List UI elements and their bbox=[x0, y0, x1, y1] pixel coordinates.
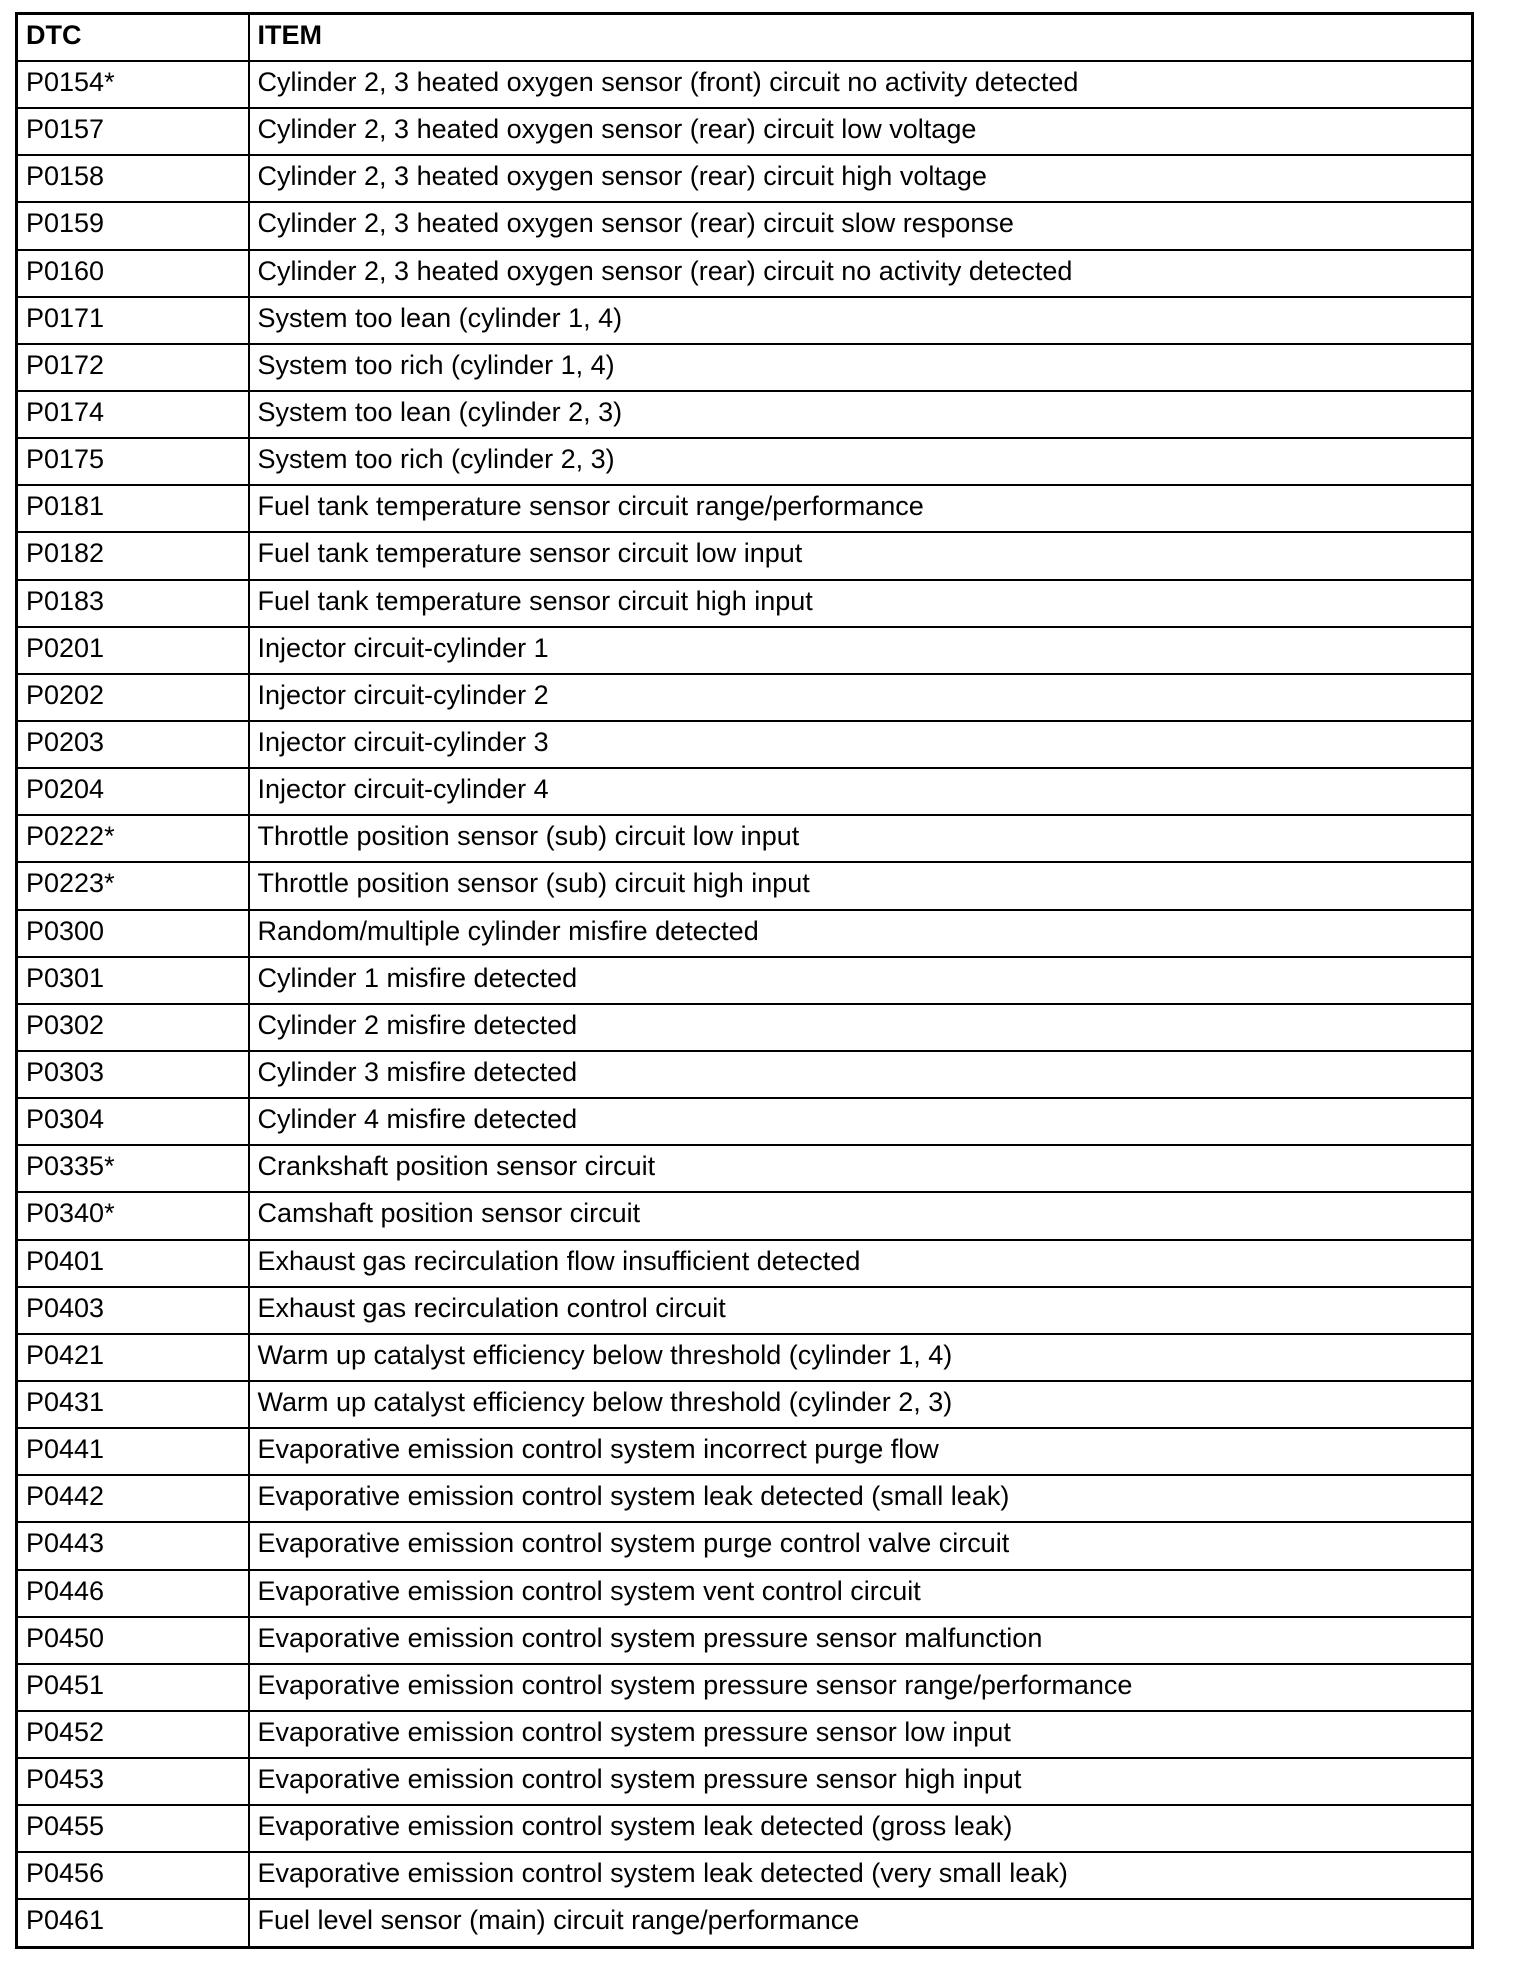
item-description-cell: Fuel tank temperature sensor circuit range/performance bbox=[249, 485, 1473, 532]
dtc-code-cell: P0158 bbox=[17, 155, 249, 202]
table-row bbox=[17, 438, 1473, 485]
dtc-code-cell: P0453 bbox=[17, 1758, 249, 1805]
dtc-table bbox=[15, 12, 1474, 1949]
table-row bbox=[17, 1758, 1473, 1805]
item-description-cell: Warm up catalyst efficiency below threshold (cylinder 2, 3) bbox=[249, 1381, 1473, 1428]
table-row bbox=[17, 674, 1473, 721]
table-row bbox=[17, 1145, 1473, 1192]
table-row bbox=[17, 391, 1473, 438]
item-description-cell: Evaporative emission control system pressure sensor malfunction bbox=[249, 1617, 1473, 1664]
table-row bbox=[17, 815, 1473, 862]
item-description-cell: Injector circuit-cylinder 2 bbox=[249, 674, 1473, 721]
dtc-code-cell: P0302 bbox=[17, 1004, 249, 1051]
item-description-cell: Cylinder 2, 3 heated oxygen sensor (rear) circuit no activity detected bbox=[249, 250, 1473, 297]
table-row bbox=[17, 1664, 1473, 1711]
dtc-code-cell: P0222* bbox=[17, 815, 249, 862]
item-description-cell: Fuel tank temperature sensor circuit low input bbox=[249, 532, 1473, 579]
table-row bbox=[17, 627, 1473, 674]
item-description-cell: Evaporative emission control system purge control valve circuit bbox=[249, 1522, 1473, 1569]
dtc-code-cell: P0300 bbox=[17, 910, 249, 957]
table-row bbox=[17, 768, 1473, 815]
table-row bbox=[17, 155, 1473, 202]
item-description-cell: Fuel tank temperature sensor circuit high input bbox=[249, 580, 1473, 627]
dtc-code-cell: P0451 bbox=[17, 1664, 249, 1711]
dtc-code-cell: P0401 bbox=[17, 1240, 249, 1287]
dtc-code-cell: P0204 bbox=[17, 768, 249, 815]
item-description-cell: Injector circuit-cylinder 3 bbox=[249, 721, 1473, 768]
dtc-code-cell: P0159 bbox=[17, 202, 249, 249]
dtc-code-cell: P0335* bbox=[17, 1145, 249, 1192]
table-row bbox=[17, 910, 1473, 957]
dtc-code-cell: P0201 bbox=[17, 627, 249, 674]
item-description-cell: System too rich (cylinder 2, 3) bbox=[249, 438, 1473, 485]
table-row bbox=[17, 297, 1473, 344]
table-row bbox=[17, 1428, 1473, 1475]
table-row bbox=[17, 1852, 1473, 1899]
dtc-code-cell: P0174 bbox=[17, 391, 249, 438]
dtc-code-cell: P0157 bbox=[17, 108, 249, 155]
item-description-cell: Crankshaft position sensor circuit bbox=[249, 1145, 1473, 1192]
item-description-cell: Evaporative emission control system vent control circuit bbox=[249, 1570, 1473, 1617]
dtc-code-cell: P0446 bbox=[17, 1570, 249, 1617]
header-dtc: DTC bbox=[17, 14, 249, 62]
item-description-cell: Evaporative emission control system pressure sensor high input bbox=[249, 1758, 1473, 1805]
header-row bbox=[17, 14, 1473, 62]
table-row bbox=[17, 485, 1473, 532]
item-description-cell: Throttle position sensor (sub) circuit low input bbox=[249, 815, 1473, 862]
item-description-cell: Evaporative emission control system pressure sensor low input bbox=[249, 1711, 1473, 1758]
table-row bbox=[17, 957, 1473, 1004]
item-description-cell: Random/multiple cylinder misfire detected bbox=[249, 910, 1473, 957]
table-row bbox=[17, 1240, 1473, 1287]
item-description-cell: Evaporative emission control system pressure sensor range/performance bbox=[249, 1664, 1473, 1711]
table-row bbox=[17, 862, 1473, 909]
item-description-cell: Evaporative emission control system incorrect purge flow bbox=[249, 1428, 1473, 1475]
dtc-code-cell: P0223* bbox=[17, 862, 249, 909]
table-row bbox=[17, 1711, 1473, 1758]
item-description-cell: Exhaust gas recirculation flow insufficient detected bbox=[249, 1240, 1473, 1287]
table-row bbox=[17, 1522, 1473, 1569]
table-row bbox=[17, 1617, 1473, 1664]
item-description-cell: Cylinder 4 misfire detected bbox=[249, 1098, 1473, 1145]
item-description-cell: Camshaft position sensor circuit bbox=[249, 1192, 1473, 1239]
dtc-code-cell: P0301 bbox=[17, 957, 249, 1004]
table-row bbox=[17, 1475, 1473, 1522]
dtc-code-cell: P0421 bbox=[17, 1334, 249, 1381]
header-item: ITEM bbox=[249, 14, 1473, 62]
dtc-code-cell: P0202 bbox=[17, 674, 249, 721]
table-row bbox=[17, 1381, 1473, 1428]
table-row bbox=[17, 1004, 1473, 1051]
item-description-cell: Injector circuit-cylinder 1 bbox=[249, 627, 1473, 674]
dtc-code-cell: P0403 bbox=[17, 1287, 249, 1334]
table-row bbox=[17, 202, 1473, 249]
item-description-cell: Cylinder 1 misfire detected bbox=[249, 957, 1473, 1004]
dtc-code-cell: P0182 bbox=[17, 532, 249, 579]
table-row bbox=[17, 1192, 1473, 1239]
dtc-code-cell: P0441 bbox=[17, 1428, 249, 1475]
dtc-code-cell: P0175 bbox=[17, 438, 249, 485]
item-description-cell: Evaporative emission control system leak detected (small leak) bbox=[249, 1475, 1473, 1522]
item-description-cell: Exhaust gas recirculation control circuit bbox=[249, 1287, 1473, 1334]
table-row bbox=[17, 61, 1473, 108]
dtc-code-cell: P0304 bbox=[17, 1098, 249, 1145]
table-row bbox=[17, 1334, 1473, 1381]
item-description-cell: System too lean (cylinder 1, 4) bbox=[249, 297, 1473, 344]
table-row bbox=[17, 1098, 1473, 1145]
dtc-code-cell: P0160 bbox=[17, 250, 249, 297]
dtc-code-cell: P0431 bbox=[17, 1381, 249, 1428]
table-row bbox=[17, 532, 1473, 579]
dtc-code-cell: P0171 bbox=[17, 297, 249, 344]
table-row bbox=[17, 250, 1473, 297]
table-row bbox=[17, 108, 1473, 155]
dtc-code-cell: P0172 bbox=[17, 344, 249, 391]
dtc-code-cell: P0455 bbox=[17, 1805, 249, 1852]
table-row bbox=[17, 1051, 1473, 1098]
item-description-cell: Cylinder 2, 3 heated oxygen sensor (front) circuit no activity detected bbox=[249, 61, 1473, 108]
item-description-cell: Warm up catalyst efficiency below threshold (cylinder 1, 4) bbox=[249, 1334, 1473, 1381]
dtc-code-cell: P0450 bbox=[17, 1617, 249, 1664]
item-description-cell: System too lean (cylinder 2, 3) bbox=[249, 391, 1473, 438]
item-description-cell: Cylinder 3 misfire detected bbox=[249, 1051, 1473, 1098]
item-description-cell: Evaporative emission control system leak detected (very small leak) bbox=[249, 1852, 1473, 1899]
table-row bbox=[17, 1570, 1473, 1617]
dtc-code-cell: P0181 bbox=[17, 485, 249, 532]
table-row bbox=[17, 721, 1473, 768]
item-description-cell: System too rich (cylinder 1, 4) bbox=[249, 344, 1473, 391]
table-row bbox=[17, 1805, 1473, 1852]
item-description-cell: Fuel level sensor (main) circuit range/performance bbox=[249, 1899, 1473, 1947]
dtc-code-cell: P0340* bbox=[17, 1192, 249, 1239]
dtc-code-cell: P0203 bbox=[17, 721, 249, 768]
dtc-code-cell: P0443 bbox=[17, 1522, 249, 1569]
dtc-code-cell: P0303 bbox=[17, 1051, 249, 1098]
dtc-code-cell: P0461 bbox=[17, 1899, 249, 1947]
item-description-cell: Injector circuit-cylinder 4 bbox=[249, 768, 1473, 815]
item-description-cell: Evaporative emission control system leak detected (gross leak) bbox=[249, 1805, 1473, 1852]
item-description-cell: Cylinder 2 misfire detected bbox=[249, 1004, 1473, 1051]
dtc-code-cell: P0442 bbox=[17, 1475, 249, 1522]
item-description-cell: Throttle position sensor (sub) circuit high input bbox=[249, 862, 1473, 909]
table-row bbox=[17, 1287, 1473, 1334]
dtc-code-cell: P0452 bbox=[17, 1711, 249, 1758]
table-row bbox=[17, 344, 1473, 391]
dtc-code-cell: P0154* bbox=[17, 61, 249, 108]
table-row bbox=[17, 580, 1473, 627]
dtc-code-cell: P0456 bbox=[17, 1852, 249, 1899]
table-row bbox=[17, 1899, 1473, 1947]
item-description-cell: Cylinder 2, 3 heated oxygen sensor (rear) circuit high voltage bbox=[249, 155, 1473, 202]
dtc-code-cell: P0183 bbox=[17, 580, 249, 627]
item-description-cell: Cylinder 2, 3 heated oxygen sensor (rear) circuit slow response bbox=[249, 202, 1473, 249]
item-description-cell: Cylinder 2, 3 heated oxygen sensor (rear) circuit low voltage bbox=[249, 108, 1473, 155]
